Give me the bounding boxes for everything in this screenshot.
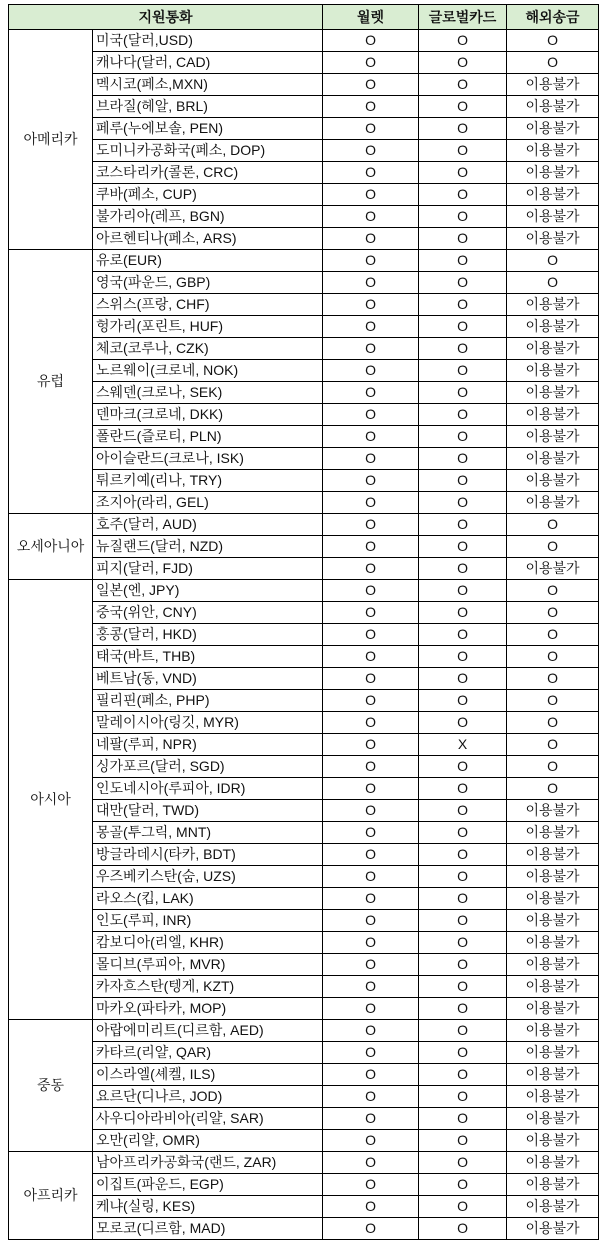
table-row [9, 52, 599, 74]
remit-support-cell: 이용불가 [507, 448, 599, 470]
wallet-support-cell: O [323, 1174, 419, 1196]
region-cell: 유럽 [9, 250, 93, 514]
card-support-cell: O [419, 976, 507, 998]
region-cell: 오세아니아 [9, 514, 93, 580]
currency-name-cell: 아르헨티나(페소, ARS) [93, 228, 323, 250]
remit-support-cell: O [507, 580, 599, 602]
wallet-support-cell: O [323, 734, 419, 756]
currency-name-cell: 모로코(디르함, MAD) [93, 1218, 323, 1240]
card-support-cell: O [419, 250, 507, 272]
wallet-support-cell: O [323, 602, 419, 624]
table-row [9, 492, 599, 514]
card-support-cell: O [419, 1086, 507, 1108]
currency-name-cell: 요르단(디나르, JOD) [93, 1086, 323, 1108]
wallet-support-cell: O [323, 1108, 419, 1130]
wallet-support-cell: O [323, 514, 419, 536]
wallet-support-cell: O [323, 360, 419, 382]
wallet-support-cell: O [323, 954, 419, 976]
table-row [9, 580, 599, 602]
currency-name-cell: 오만(리얄, OMR) [93, 1130, 323, 1152]
wallet-support-cell: O [323, 294, 419, 316]
table-row [9, 756, 599, 778]
wallet-support-cell: O [323, 1064, 419, 1086]
currency-name-cell: 싱가포르(달러, SGD) [93, 756, 323, 778]
table-row [9, 998, 599, 1020]
currency-name-cell: 체코(코루나, CZK) [93, 338, 323, 360]
remit-support-cell: 이용불가 [507, 1218, 599, 1240]
table-row [9, 250, 599, 272]
card-support-cell: O [419, 52, 507, 74]
table-row [9, 888, 599, 910]
table-row [9, 1152, 599, 1174]
table-row [9, 206, 599, 228]
wallet-support-cell: O [323, 756, 419, 778]
table-row [9, 668, 599, 690]
wallet-support-cell: O [323, 404, 419, 426]
card-support-cell: O [419, 514, 507, 536]
table-row [9, 404, 599, 426]
remit-support-cell: 이용불가 [507, 184, 599, 206]
currency-name-cell: 몰디브(루피아, MVR) [93, 954, 323, 976]
card-support-cell: O [419, 470, 507, 492]
card-support-cell: O [419, 404, 507, 426]
remit-support-cell: 이용불가 [507, 998, 599, 1020]
currency-name-cell: 네팔(루피, NPR) [93, 734, 323, 756]
remit-support-cell: O [507, 272, 599, 294]
remit-support-cell: 이용불가 [507, 206, 599, 228]
currency-name-cell: 피지(달러, FJD) [93, 558, 323, 580]
card-support-cell: O [419, 1130, 507, 1152]
remit-support-cell: 이용불가 [507, 118, 599, 140]
remit-support-cell: 이용불가 [507, 888, 599, 910]
currency-name-cell: 사우디아라비아(리얄, SAR) [93, 1108, 323, 1130]
remit-support-cell: O [507, 250, 599, 272]
currency-name-cell: 남아프리카공화국(랜드, ZAR) [93, 1152, 323, 1174]
wallet-support-cell: O [323, 96, 419, 118]
wallet-support-cell: O [323, 250, 419, 272]
table-row [9, 844, 599, 866]
card-support-cell: O [419, 96, 507, 118]
card-support-cell: O [419, 74, 507, 96]
table-row [9, 976, 599, 998]
header-supported-currency: 지원통화 [9, 5, 323, 30]
remit-support-cell: O [507, 756, 599, 778]
wallet-support-cell: O [323, 228, 419, 250]
remit-support-cell: 이용불가 [507, 96, 599, 118]
card-support-cell: O [419, 668, 507, 690]
card-support-cell: O [419, 184, 507, 206]
remit-support-cell: O [507, 712, 599, 734]
currency-name-cell: 카타르(리얄, QAR) [93, 1042, 323, 1064]
table-row [9, 74, 599, 96]
currency-name-cell: 일본(엔, JPY) [93, 580, 323, 602]
table-row [9, 932, 599, 954]
remit-support-cell: 이용불가 [507, 1196, 599, 1218]
wallet-support-cell: O [323, 712, 419, 734]
currency-name-cell: 도미니카공화국(페소, DOP) [93, 140, 323, 162]
remit-support-cell: 이용불가 [507, 162, 599, 184]
remit-support-cell: O [507, 646, 599, 668]
card-support-cell: O [419, 866, 507, 888]
table-row [9, 426, 599, 448]
wallet-support-cell: O [323, 668, 419, 690]
table-row [9, 734, 599, 756]
table-row [9, 1218, 599, 1240]
currency-name-cell: 헝가리(포린트, HUF) [93, 316, 323, 338]
table-body [9, 30, 599, 1240]
table-row [9, 1086, 599, 1108]
table-row [9, 690, 599, 712]
currency-name-cell: 이집트(파운드, EGP) [93, 1174, 323, 1196]
currency-name-cell: 말레이시아(링깃, MYR) [93, 712, 323, 734]
table-row [9, 602, 599, 624]
currency-name-cell: 인도네시아(루피아, IDR) [93, 778, 323, 800]
card-support-cell: O [419, 1108, 507, 1130]
table-row [9, 382, 599, 404]
remit-support-cell: 이용불가 [507, 822, 599, 844]
remit-support-cell: 이용불가 [507, 1042, 599, 1064]
wallet-support-cell: O [323, 844, 419, 866]
currency-name-cell: 캄보디아(리엘, KHR) [93, 932, 323, 954]
wallet-support-cell: O [323, 162, 419, 184]
remit-support-cell: O [507, 668, 599, 690]
remit-support-cell: 이용불가 [507, 74, 599, 96]
wallet-support-cell: O [323, 558, 419, 580]
card-support-cell: O [419, 998, 507, 1020]
remit-support-cell: O [507, 602, 599, 624]
table-row [9, 822, 599, 844]
region-cell: 아프리카 [9, 1152, 93, 1240]
remit-support-cell: 이용불가 [507, 844, 599, 866]
table-row [9, 954, 599, 976]
remit-support-cell: 이용불가 [507, 1130, 599, 1152]
card-support-cell: O [419, 294, 507, 316]
wallet-support-cell: O [323, 1042, 419, 1064]
remit-support-cell: 이용불가 [507, 470, 599, 492]
remit-support-cell: 이용불가 [507, 1020, 599, 1042]
remit-support-cell: 이용불가 [507, 1152, 599, 1174]
wallet-support-cell: O [323, 932, 419, 954]
wallet-support-cell: O [323, 492, 419, 514]
card-support-cell: O [419, 228, 507, 250]
table-row [9, 1020, 599, 1042]
wallet-support-cell: O [323, 338, 419, 360]
wallet-support-cell: O [323, 580, 419, 602]
remit-support-cell: 이용불가 [507, 316, 599, 338]
wallet-support-cell: O [323, 976, 419, 998]
currency-name-cell: 영국(파운드, GBP) [93, 272, 323, 294]
wallet-support-cell: O [323, 1020, 419, 1042]
currency-name-cell: 중국(위안, CNY) [93, 602, 323, 624]
table-row [9, 162, 599, 184]
header-row [9, 5, 599, 30]
remit-support-cell: 이용불가 [507, 426, 599, 448]
card-support-cell: O [419, 822, 507, 844]
remit-support-cell: O [507, 734, 599, 756]
wallet-support-cell: O [323, 1196, 419, 1218]
currency-name-cell: 쿠바(페소, CUP) [93, 184, 323, 206]
wallet-support-cell: O [323, 778, 419, 800]
currency-name-cell: 대만(달러, TWD) [93, 800, 323, 822]
table-row [9, 470, 599, 492]
card-support-cell: O [419, 492, 507, 514]
remit-support-cell: O [507, 778, 599, 800]
card-support-cell: O [419, 426, 507, 448]
wallet-support-cell: O [323, 30, 419, 52]
remit-support-cell: 이용불가 [507, 360, 599, 382]
wallet-support-cell: O [323, 184, 419, 206]
remit-support-cell: 이용불가 [507, 492, 599, 514]
card-support-cell: O [419, 888, 507, 910]
table-row [9, 184, 599, 206]
header-remittance: 해외송금 [507, 5, 599, 30]
region-cell: 중동 [9, 1020, 93, 1152]
wallet-support-cell: O [323, 536, 419, 558]
currency-name-cell: 캐나다(달러, CAD) [93, 52, 323, 74]
table-row [9, 778, 599, 800]
wallet-support-cell: O [323, 624, 419, 646]
table-row [9, 118, 599, 140]
table-row [9, 866, 599, 888]
remit-support-cell: 이용불가 [507, 382, 599, 404]
card-support-cell: O [419, 580, 507, 602]
currency-name-cell: 유로(EUR) [93, 250, 323, 272]
currency-name-cell: 스위스(프랑, CHF) [93, 294, 323, 316]
card-support-cell: O [419, 140, 507, 162]
table-row [9, 536, 599, 558]
remit-support-cell: 이용불가 [507, 1108, 599, 1130]
card-support-cell: O [419, 382, 507, 404]
card-support-cell: O [419, 1196, 507, 1218]
currency-name-cell: 불가리아(레프, BGN) [93, 206, 323, 228]
currency-name-cell: 미국(달러,USD) [93, 30, 323, 52]
table-row [9, 1064, 599, 1086]
card-support-cell: O [419, 756, 507, 778]
currency-name-cell: 노르웨이(크로네, NOK) [93, 360, 323, 382]
currency-name-cell: 코스타리카(콜론, CRC) [93, 162, 323, 184]
currency-name-cell: 호주(달러, AUD) [93, 514, 323, 536]
card-support-cell: O [419, 712, 507, 734]
table-row [9, 316, 599, 338]
card-support-cell: X [419, 734, 507, 756]
table-row [9, 272, 599, 294]
currency-name-cell: 몽골(투그릭, MNT) [93, 822, 323, 844]
remit-support-cell: O [507, 536, 599, 558]
table-row [9, 1196, 599, 1218]
currency-name-cell: 카자흐스탄(텡게, KZT) [93, 976, 323, 998]
wallet-support-cell: O [323, 470, 419, 492]
table-row [9, 1108, 599, 1130]
card-support-cell: O [419, 1218, 507, 1240]
currency-name-cell: 튀르키예(리나, TRY) [93, 470, 323, 492]
table-row [9, 514, 599, 536]
card-support-cell: O [419, 844, 507, 866]
currency-name-cell: 홍콩(달러, HKD) [93, 624, 323, 646]
card-support-cell: O [419, 1020, 507, 1042]
wallet-support-cell: O [323, 426, 419, 448]
currency-support-table [8, 4, 599, 1240]
currency-name-cell: 조지아(라리, GEL) [93, 492, 323, 514]
remit-support-cell: 이용불가 [507, 404, 599, 426]
table-row [9, 140, 599, 162]
currency-name-cell: 케냐(실링, KES) [93, 1196, 323, 1218]
currency-name-cell: 필리핀(페소, PHP) [93, 690, 323, 712]
wallet-support-cell: O [323, 998, 419, 1020]
remit-support-cell: 이용불가 [507, 338, 599, 360]
header-wallet: 월렛 [323, 5, 419, 30]
table-row [9, 360, 599, 382]
remit-support-cell: 이용불가 [507, 294, 599, 316]
table-row [9, 558, 599, 580]
table-row [9, 712, 599, 734]
table-row [9, 30, 599, 52]
card-support-cell: O [419, 30, 507, 52]
card-support-cell: O [419, 800, 507, 822]
card-support-cell: O [419, 910, 507, 932]
currency-name-cell: 우즈베키스탄(숨, UZS) [93, 866, 323, 888]
currency-name-cell: 멕시코(페소,MXN) [93, 74, 323, 96]
card-support-cell: O [419, 360, 507, 382]
remit-support-cell: 이용불가 [507, 228, 599, 250]
table-row [9, 646, 599, 668]
currency-name-cell: 베트남(동, VND) [93, 668, 323, 690]
table-row [9, 624, 599, 646]
wallet-support-cell: O [323, 1218, 419, 1240]
currency-name-cell: 이스라엘(셰켈, ILS) [93, 1064, 323, 1086]
remit-support-cell: 이용불가 [507, 1064, 599, 1086]
wallet-support-cell: O [323, 206, 419, 228]
currency-name-cell: 인도(루피, INR) [93, 910, 323, 932]
card-support-cell: O [419, 1174, 507, 1196]
wallet-support-cell: O [323, 448, 419, 470]
card-support-cell: O [419, 778, 507, 800]
table-row [9, 228, 599, 250]
remit-support-cell: O [507, 52, 599, 74]
card-support-cell: O [419, 624, 507, 646]
currency-name-cell: 아이슬란드(크로나, ISK) [93, 448, 323, 470]
currency-name-cell: 아랍에미리트(디르함, AED) [93, 1020, 323, 1042]
card-support-cell: O [419, 448, 507, 470]
currency-name-cell: 방글라데시(타카, BDT) [93, 844, 323, 866]
wallet-support-cell: O [323, 1086, 419, 1108]
remit-support-cell: 이용불가 [507, 140, 599, 162]
wallet-support-cell: O [323, 888, 419, 910]
header-global-card: 글로벌카드 [419, 5, 507, 30]
table-row [9, 1130, 599, 1152]
card-support-cell: O [419, 1042, 507, 1064]
remit-support-cell: O [507, 514, 599, 536]
card-support-cell: O [419, 646, 507, 668]
card-support-cell: O [419, 558, 507, 580]
card-support-cell: O [419, 272, 507, 294]
remit-support-cell: O [507, 690, 599, 712]
remit-support-cell: 이용불가 [507, 910, 599, 932]
currency-name-cell: 태국(바트, THB) [93, 646, 323, 668]
card-support-cell: O [419, 536, 507, 558]
card-support-cell: O [419, 206, 507, 228]
wallet-support-cell: O [323, 74, 419, 96]
card-support-cell: O [419, 690, 507, 712]
currency-name-cell: 페루(누에보솔, PEN) [93, 118, 323, 140]
table-row [9, 1042, 599, 1064]
wallet-support-cell: O [323, 140, 419, 162]
currency-name-cell: 브라질(헤알, BRL) [93, 96, 323, 118]
table-row [9, 910, 599, 932]
currency-name-cell: 폴란드(즐로티, PLN) [93, 426, 323, 448]
wallet-support-cell: O [323, 382, 419, 404]
wallet-support-cell: O [323, 316, 419, 338]
currency-name-cell: 라오스(킵, LAK) [93, 888, 323, 910]
table-row [9, 96, 599, 118]
remit-support-cell: 이용불가 [507, 1086, 599, 1108]
currency-name-cell: 뉴질랜드(달러, NZD) [93, 536, 323, 558]
wallet-support-cell: O [323, 800, 419, 822]
wallet-support-cell: O [323, 1130, 419, 1152]
table-row [9, 448, 599, 470]
wallet-support-cell: O [323, 866, 419, 888]
remit-support-cell: O [507, 30, 599, 52]
card-support-cell: O [419, 338, 507, 360]
wallet-support-cell: O [323, 118, 419, 140]
currency-name-cell: 마카오(파타카, MOP) [93, 998, 323, 1020]
card-support-cell: O [419, 1064, 507, 1086]
remit-support-cell: 이용불가 [507, 954, 599, 976]
remit-support-cell: 이용불가 [507, 558, 599, 580]
remit-support-cell: 이용불가 [507, 932, 599, 954]
currency-name-cell: 스웨덴(크로나, SEK) [93, 382, 323, 404]
remit-support-cell: O [507, 624, 599, 646]
remit-support-cell: 이용불가 [507, 1174, 599, 1196]
table-row [9, 1174, 599, 1196]
wallet-support-cell: O [323, 690, 419, 712]
card-support-cell: O [419, 932, 507, 954]
card-support-cell: O [419, 602, 507, 624]
currency-name-cell: 덴마크(크로네, DKK) [93, 404, 323, 426]
remit-support-cell: 이용불가 [507, 800, 599, 822]
card-support-cell: O [419, 316, 507, 338]
wallet-support-cell: O [323, 822, 419, 844]
remit-support-cell: 이용불가 [507, 976, 599, 998]
wallet-support-cell: O [323, 52, 419, 74]
wallet-support-cell: O [323, 1152, 419, 1174]
wallet-support-cell: O [323, 272, 419, 294]
table-row [9, 294, 599, 316]
card-support-cell: O [419, 162, 507, 184]
table-row [9, 800, 599, 822]
table-row [9, 338, 599, 360]
region-cell: 아메리카 [9, 30, 93, 250]
card-support-cell: O [419, 1152, 507, 1174]
wallet-support-cell: O [323, 910, 419, 932]
card-support-cell: O [419, 118, 507, 140]
remit-support-cell: 이용불가 [507, 866, 599, 888]
wallet-support-cell: O [323, 646, 419, 668]
card-support-cell: O [419, 954, 507, 976]
region-cell: 아시아 [9, 580, 93, 1020]
